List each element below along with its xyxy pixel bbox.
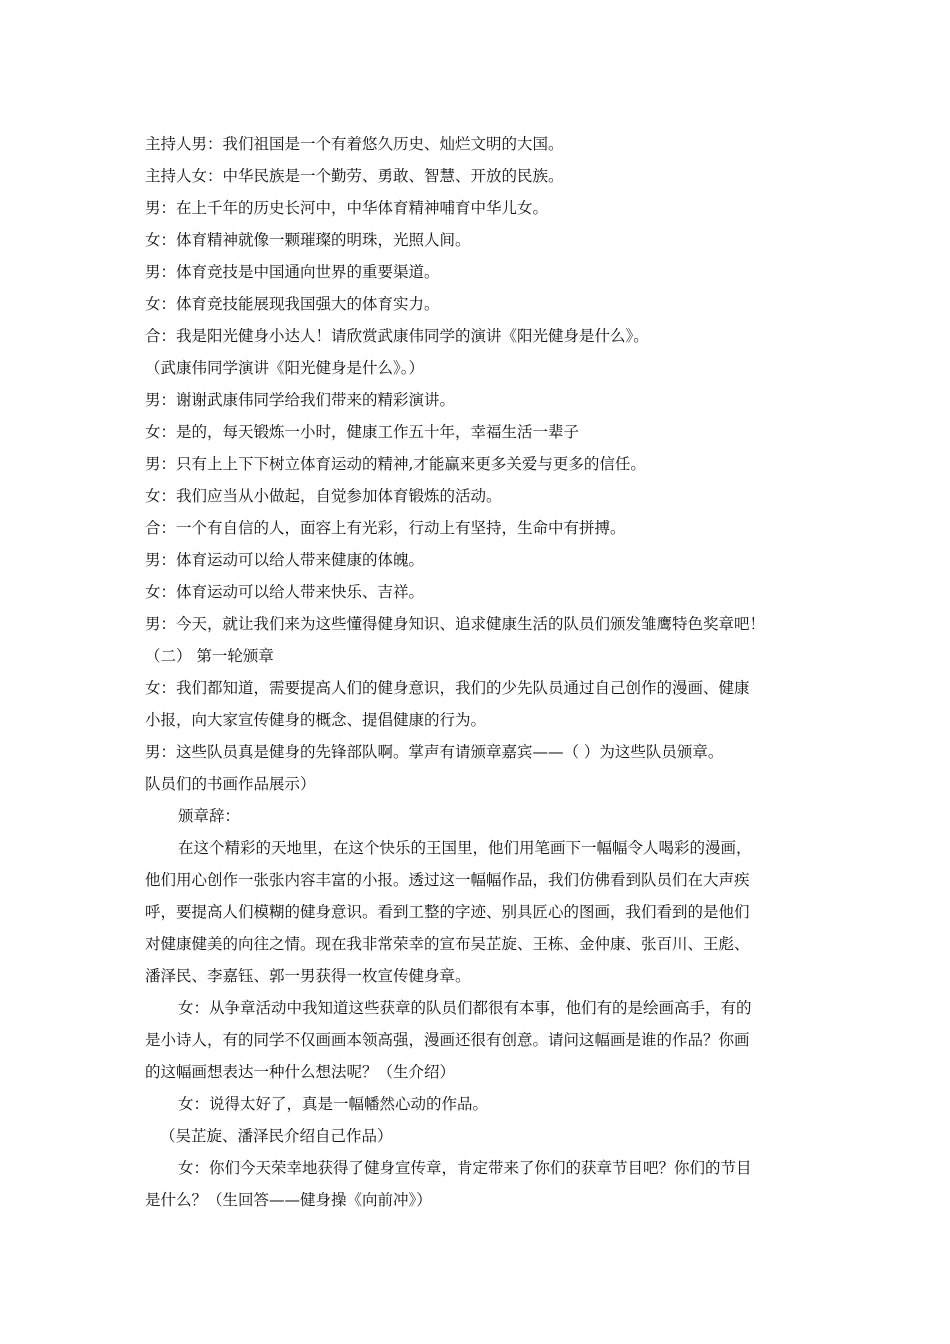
text-line: 女：我们应当从小做起，自觉参加体育锻炼的活动。: [145, 487, 502, 505]
text-line: 颁章辞：: [178, 807, 241, 825]
text-line: 女：体育运动可以给人带来快乐、吉祥。: [145, 583, 425, 601]
text-line: 主持人女：中华民族是一个勤劳、勇敢、智慧、开放的民族。: [145, 167, 564, 185]
text-line: 合：我是阳光健身小达人！请欣赏武康伟同学的演讲《阳光健身是什么》。: [145, 327, 649, 345]
text-line: 男：在上千年的历史长河中，中华体育精神哺育中华儿女。: [145, 199, 549, 217]
text-line: （武康伟同学演讲《阳光健身是什么》。）: [145, 359, 425, 377]
text-line: 女：体育精神就像一颗璀璨的明珠，光照人间。: [145, 231, 471, 249]
text-line: 男：今天，就让我们来为这些懂得健身知识、追求健康生活的队员们颁发雏鹰特色奖章吧！: [145, 615, 766, 633]
text-line: 呼，要提高人们模糊的健身意识。看到工整的字迹、别具匠心的图画，我们看到的是他们: [145, 903, 750, 921]
text-line: 是小诗人，有的同学不仅画画本领高强，漫画还很有创意。请问这幅画是谁的作品？你画: [145, 1031, 750, 1049]
text-line: 男：谢谢武康伟同学给我们带来的精彩演讲。: [145, 391, 456, 409]
text-line: 队员们的书画作品展示）: [145, 775, 316, 793]
text-line: 对健康健美的向往之情。现在我非常荣幸的宣布吴芷旋、王栋、金仲康、张百川、王彪、: [145, 935, 750, 953]
text-line: 女：是的，每天锻炼一小时，健康工作五十年，幸福生活一辈子: [145, 423, 580, 441]
text-line: 是什么？（生回答——健身操《向前冲》）: [145, 1191, 432, 1209]
text-line: 女：说得太好了，真是一幅幡然心动的作品。: [178, 1095, 489, 1113]
text-line: 在这个精彩的天地里，在这个快乐的王国里，他们用笔画下一幅幅令人喝彩的漫画，: [178, 839, 752, 857]
text-line: 主持人男：我们祖国是一个有着悠久历史、灿烂文明的大国。: [145, 135, 564, 153]
text-line: 潘泽民、李嘉钰、郭一男获得一枚宣传健身章。: [145, 967, 471, 985]
text-line: 女：体育竞技能展现我国强大的体育实力。: [145, 295, 440, 313]
text-line: 男：体育运动可以给人带来健康的体魄。: [145, 551, 425, 569]
text-line: 他们用心创作一张张内容丰富的小报。透过这一幅幅作品，我们仿佛看到队员们在大声疾: [145, 871, 750, 889]
text-line: 小报，向大家宣传健身的概念、提倡健康的行为。: [145, 711, 487, 729]
text-line: （吴芷旋、潘泽民介绍自己作品）: [160, 1127, 393, 1145]
section-heading: （二） 第一轮颁章: [145, 647, 274, 665]
text-line: 男：体育竞技是中国通向世界的重要渠道。: [145, 263, 440, 281]
text-line: 女：你们今天荣幸地获得了健身宣传章，肯定带来了你们的获章节目吧？你们的节目: [178, 1159, 752, 1177]
text-line: 合：一个有自信的人，面容上有光彩，行动上有坚持，生命中有拼搏。: [145, 519, 626, 537]
text-line: 女：我们都知道，需要提高人们的健身意识，我们的少先队员通过自己创作的漫画、健康: [145, 679, 750, 697]
text-line: 男：这些队员真是健身的先锋部队啊。掌声有请颁章嘉宾——（ ）为这些队员颁章。: [145, 743, 724, 761]
text-line: 女：从争章活动中我知道这些获章的队员们都很有本事，他们有的是绘画高手，有的: [178, 999, 752, 1017]
text-line: 男：只有上上下下树立体育运动的精神,才能赢来更多关爱与更多的信任。: [145, 455, 646, 473]
text-line: 的这幅画想表达一种什么想法呢？（生介绍）: [145, 1063, 456, 1081]
